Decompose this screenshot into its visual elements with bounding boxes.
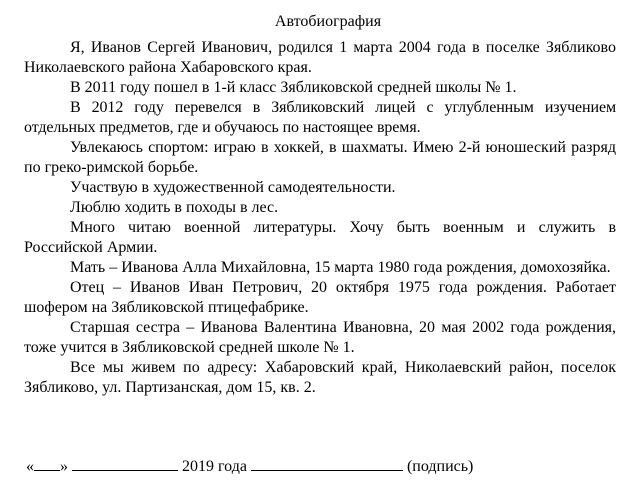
paragraph-sister: Старшая сестра – Иванова Валентина Ивановна, 20 мая 2002 года рождения, тоже учится в Зябликовской средней школе № 1.	[24, 319, 616, 356]
signature-label: (подпись)	[406, 458, 474, 475]
year-text: 2019 года	[182, 458, 247, 475]
document-title: Автобиография	[274, 13, 382, 30]
month-blank	[72, 456, 178, 471]
paragraph-school-start: В 2011 году пошел в 1-й класс Зябликовской средней школы № 1.	[70, 79, 517, 96]
paragraph-father: Отец – Иванов Иван Петрович, 20 октября 1975 года рождения. Работает шофером на Зябликовской птицефабрике.	[24, 279, 616, 316]
open-quote: «	[26, 458, 34, 475]
paragraph-birth: Я, Иванов Сергей Иванович, родился 1 марта 2004 года в поселке Зябликово Николаевского района Хабаровского края.	[24, 39, 616, 76]
paragraph-lyceum: В 2012 году перевелся в Зябликовский лицей с углубленным изучением отдельных предметов, где и обучаюсь по настоящее время.	[24, 99, 616, 136]
paragraph-amateur-arts: Участвую в художественной самодеятельности.	[70, 179, 396, 196]
document-body	[24, 38, 616, 398]
signature-blank	[251, 456, 403, 471]
paragraph-sports: Увлекаюсь спортом: играю в хоккей, в шахматы. Имею 2-й юношеский разряд по греко-римской борьбе.	[24, 139, 616, 176]
paragraph-hiking: Люблю ходить в походы в лес.	[70, 199, 279, 216]
signature-line	[26, 456, 473, 477]
close-quote: »	[60, 458, 68, 475]
paragraph-address: Все мы живем по адресу: Хабаровский край, Николаевский район, поселок Зябликово, ул. Партизанская, дом 15, кв. 2.	[24, 359, 616, 396]
day-blank	[34, 456, 60, 471]
paragraph-mother: Мать – Иванова Алла Михайловна, 15 марта 1980 года рождения, домохозяйка.	[70, 259, 611, 276]
paragraph-reading: Много читаю военной литературы. Хочу быть военным и служить в Российской Армии.	[24, 219, 616, 256]
